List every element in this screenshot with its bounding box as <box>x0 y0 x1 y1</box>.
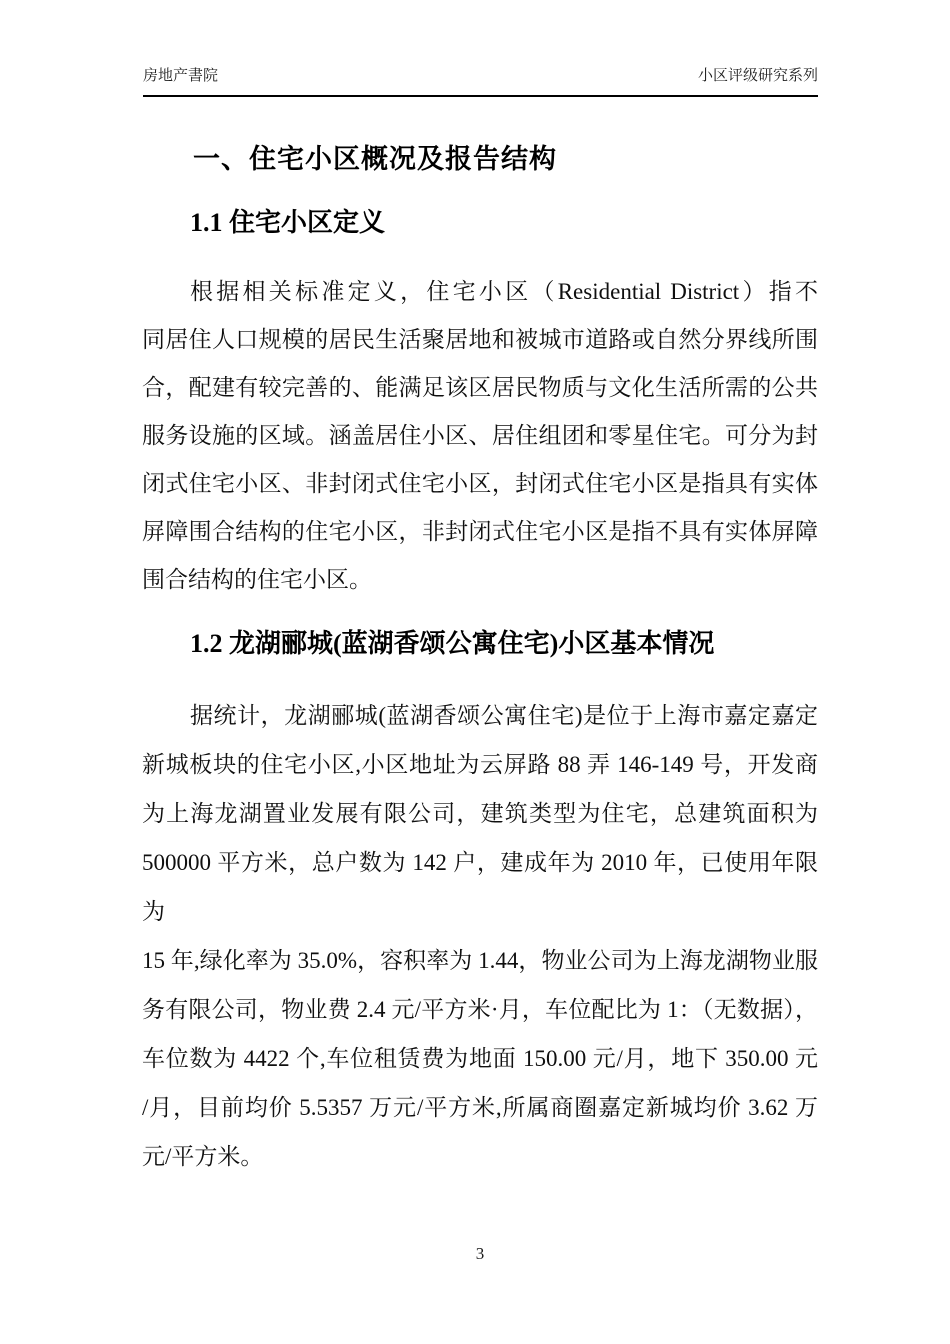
subsection-1-1-heading: 1.1 住宅小区定义 <box>190 208 386 237</box>
subsection-1-2-heading: 1.2 龙湖郦城(蓝湖香颂公寓住宅)小区基本情况 <box>190 629 715 658</box>
paragraph-line: 围合结构的住宅小区。 <box>142 567 372 592</box>
paragraph-line: 15 年,绿化率为 35.0%，容积率为 1.44，物业公司为上海龙湖物业服 <box>142 948 818 973</box>
paragraph-line: 车位数为 4422 个,车位租赁费为地面 150.00 元/月，地下 350.00 元 <box>142 1046 818 1071</box>
header-right-text: 小区评级研究系列 <box>697 67 818 84</box>
paragraph-line: 为上海龙湖置业发展有限公司，建筑类型为住宅，总建筑面积为 <box>142 801 818 826</box>
header-left-text: 房地产書院 <box>143 67 219 84</box>
section-title: 一、住宅小区概况及报告结构 <box>193 144 557 174</box>
paragraph-line: 服务设施的区域。涵盖居住小区、居住组团和零星住宅。可分为封 <box>142 423 818 448</box>
paragraph-line: 根据相关标准定义，住宅小区（Residential District）指不 <box>190 279 818 304</box>
paragraph-line: 同居住人口规模的居民生活聚居地和被城市道路或自然分界线所围 <box>142 327 818 352</box>
paragraph-line: 500000 平方米，总户数为 142 户，建成年为 2010 年，已使用年限为 <box>142 850 818 924</box>
paragraph-line: 据统计，龙湖郦城(蓝湖香颂公寓住宅)是位于上海市嘉定嘉定 <box>190 703 818 728</box>
paragraph-line: 新城板块的住宅小区,小区地址为云屏路 88 弄 146-149 号，开发商 <box>142 752 818 777</box>
paragraph-line: 元/平方米。 <box>142 1144 264 1169</box>
paragraph-community-overview <box>142 691 818 1181</box>
paragraph-line: 屏障围合结构的住宅小区，非封闭式住宅小区是指不具有实体屏障 <box>142 519 818 544</box>
paragraph-line: /月，目前均价 5.5357 万元/平方米,所属商圈嘉定新城均价 3.62 万 <box>142 1095 818 1120</box>
page-number: 3 <box>475 1244 485 1263</box>
page-header <box>143 64 818 97</box>
paragraph-line: 合，配建有较完善的、能满足该区居民物质与文化生活所需的公共 <box>142 375 818 400</box>
paragraph-definition <box>142 268 818 604</box>
paragraph-line: 闭式住宅小区、非封闭式住宅小区，封闭式住宅小区是指具有实体 <box>142 471 818 496</box>
paragraph-line: 务有限公司，物业费 2.4 元/平方米·月，车位配比为 1：（无数据）， <box>142 997 818 1022</box>
